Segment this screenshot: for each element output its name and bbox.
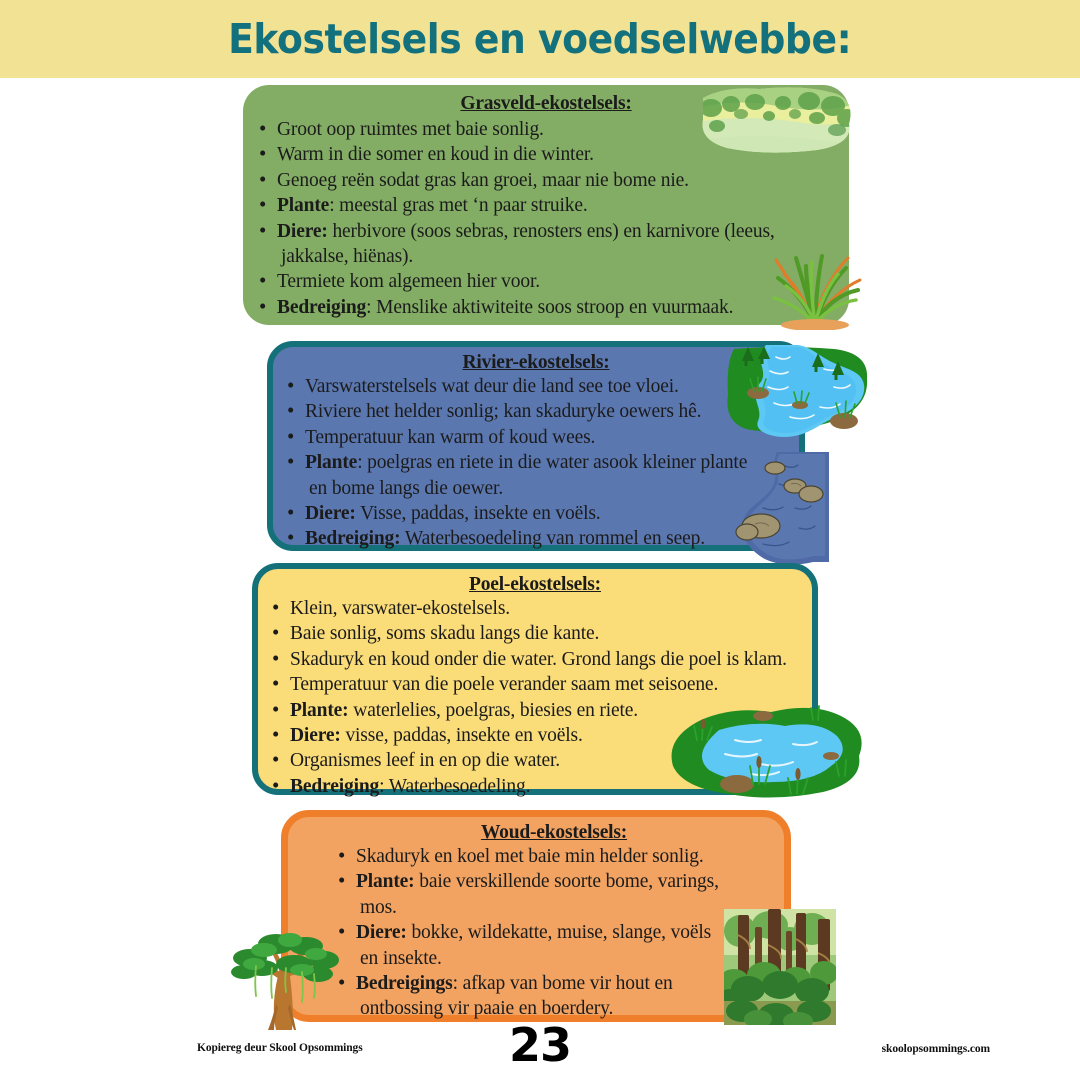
footer-copyright: Kopiereg deur Skool Opsommings [197, 1042, 363, 1054]
list-item [257, 295, 835, 320]
list-item-continuation [257, 244, 835, 269]
list-item [336, 920, 772, 945]
list-item [336, 971, 772, 996]
list-item-text: jakkalse, hiënas). [281, 246, 414, 268]
card-title-pool: Poel-ekostelsels: [469, 574, 601, 595]
list-item-text: Skaduryk en koud onder die water. Grond langs die poel is klam. [290, 648, 787, 670]
list-item-label: Diere: [305, 503, 356, 525]
list-item-label: Bedreiging [290, 775, 380, 797]
list-item-label: Bedreiging [277, 296, 367, 318]
baobab-tree-image [228, 916, 340, 1032]
list-item-text: Organismes leef in en op die water. [290, 750, 561, 772]
list-item-label: Bedreiging: [305, 528, 401, 550]
list-item [336, 869, 772, 894]
list-item-text: Warm in die somer en koud in die winter. [277, 144, 594, 166]
card-title-river: Rivier-ekostelsels: [462, 352, 610, 373]
list-item [285, 450, 787, 475]
list-item-text: Skaduryk en koel met baie min helder sonlig. [356, 846, 704, 867]
list-item-text: Varswaterstelsels wat deur die land see toe vloei. [305, 376, 679, 397]
list-item-text: baie verskillende soorte bome, varings, [414, 871, 719, 893]
list-item [285, 526, 787, 551]
list-item-text: herbivore (soos sebras, renosters ens) en karnivore (leeus, [327, 220, 775, 242]
list-item-text: Visse, paddas, insekte en voëls. [355, 503, 601, 525]
list-item-text: en insekte. [360, 947, 442, 969]
list-item [270, 672, 800, 697]
list-item [257, 269, 835, 294]
river-scene-image [724, 345, 869, 441]
list-item-text: : poelgras en riete in die water asook kleiner plante [357, 452, 748, 474]
list-item-label: Diere: [277, 220, 328, 242]
list-item-text: mos. [360, 896, 397, 918]
ecosystem-card-forest [281, 810, 791, 1022]
list-item-label: Diere: [290, 725, 341, 747]
list-item-text: bokke, wildekatte, muise, slange, voëls [406, 922, 712, 944]
list-item [257, 219, 835, 244]
list-item-text: waterlelies, poelgras, biesies en riete. [348, 699, 639, 721]
list-item-text: Riviere het helder sonlig; kan skaduryke oewers hê. [305, 401, 702, 423]
list-item-text: Genoeg reën sodat gras kan groei, maar nie bome nie. [277, 169, 689, 191]
list-item-text: ontbossing vir paaie en boerdery. [360, 998, 614, 1020]
grass-tuft-image [762, 252, 868, 330]
list-item [270, 621, 800, 646]
list-item [285, 399, 787, 424]
list-item-text: Temperatuur kan warm of koud wees. [305, 426, 596, 448]
footer-website: skoolopsommings.com [881, 1043, 990, 1055]
list-item-text: Baie sonlig, soms skadu langs die kante. [290, 623, 600, 645]
list-item [270, 647, 800, 672]
list-item-text: Klein, varswater-ekostelsels. [290, 598, 510, 619]
list-item-label: Diere: [356, 922, 407, 944]
list-item-label: Plante [277, 195, 330, 217]
list-item-text: Temperatuur van die poele verander saam met seisoene. [290, 674, 719, 696]
list-item [270, 596, 800, 621]
list-item-label: Plante [305, 452, 358, 474]
pond-image [663, 700, 870, 802]
list-item-text: Termiete kom algemeen hier voor. [277, 271, 540, 293]
bullet-list-river [285, 374, 787, 552]
stream-with-rocks-image [733, 452, 838, 566]
list-item-continuation [285, 476, 787, 501]
header-banner [0, 0, 1080, 78]
list-item-text: : Waterbesoedeling. [379, 775, 531, 797]
list-item-text: : meestal gras met ‘n paar struike. [329, 195, 588, 217]
page-title: Ekostelsels en voedselwebbe: [228, 15, 852, 63]
list-item [285, 501, 787, 526]
forest-interior-image [724, 909, 836, 1025]
list-item [336, 844, 772, 869]
list-item [257, 193, 835, 218]
bullet-list-forest [336, 844, 772, 1022]
list-item-text: : afkap van bome vir hout en [452, 973, 673, 995]
card-title-grassland: Grasveld-ekostelsels: [460, 93, 632, 114]
list-item-text: Groot oop ruimtes met baie sonlig. [277, 119, 544, 140]
list-item-continuation [336, 895, 772, 920]
list-item [285, 425, 787, 450]
list-item-label: Bedreigings [356, 973, 453, 995]
list-item [257, 168, 835, 193]
list-item [285, 374, 787, 399]
list-item-text: visse, paddas, insekte en voëls. [340, 725, 583, 747]
list-item-text: Waterbesoedeling van rommel en seep. [400, 528, 705, 550]
list-item-continuation [336, 946, 772, 971]
page-number: 23 [508, 1018, 571, 1072]
card-title-forest: Woud-ekostelsels: [480, 822, 628, 843]
list-item-label: Plante: [290, 699, 349, 721]
list-item-text: en bome langs die oewer. [309, 477, 504, 499]
grassland-landscape-image [697, 84, 857, 156]
list-item-label: Plante: [356, 871, 415, 893]
list-item-text: : Menslike aktiwiteite soos stroop en vuurmaak. [366, 296, 734, 318]
